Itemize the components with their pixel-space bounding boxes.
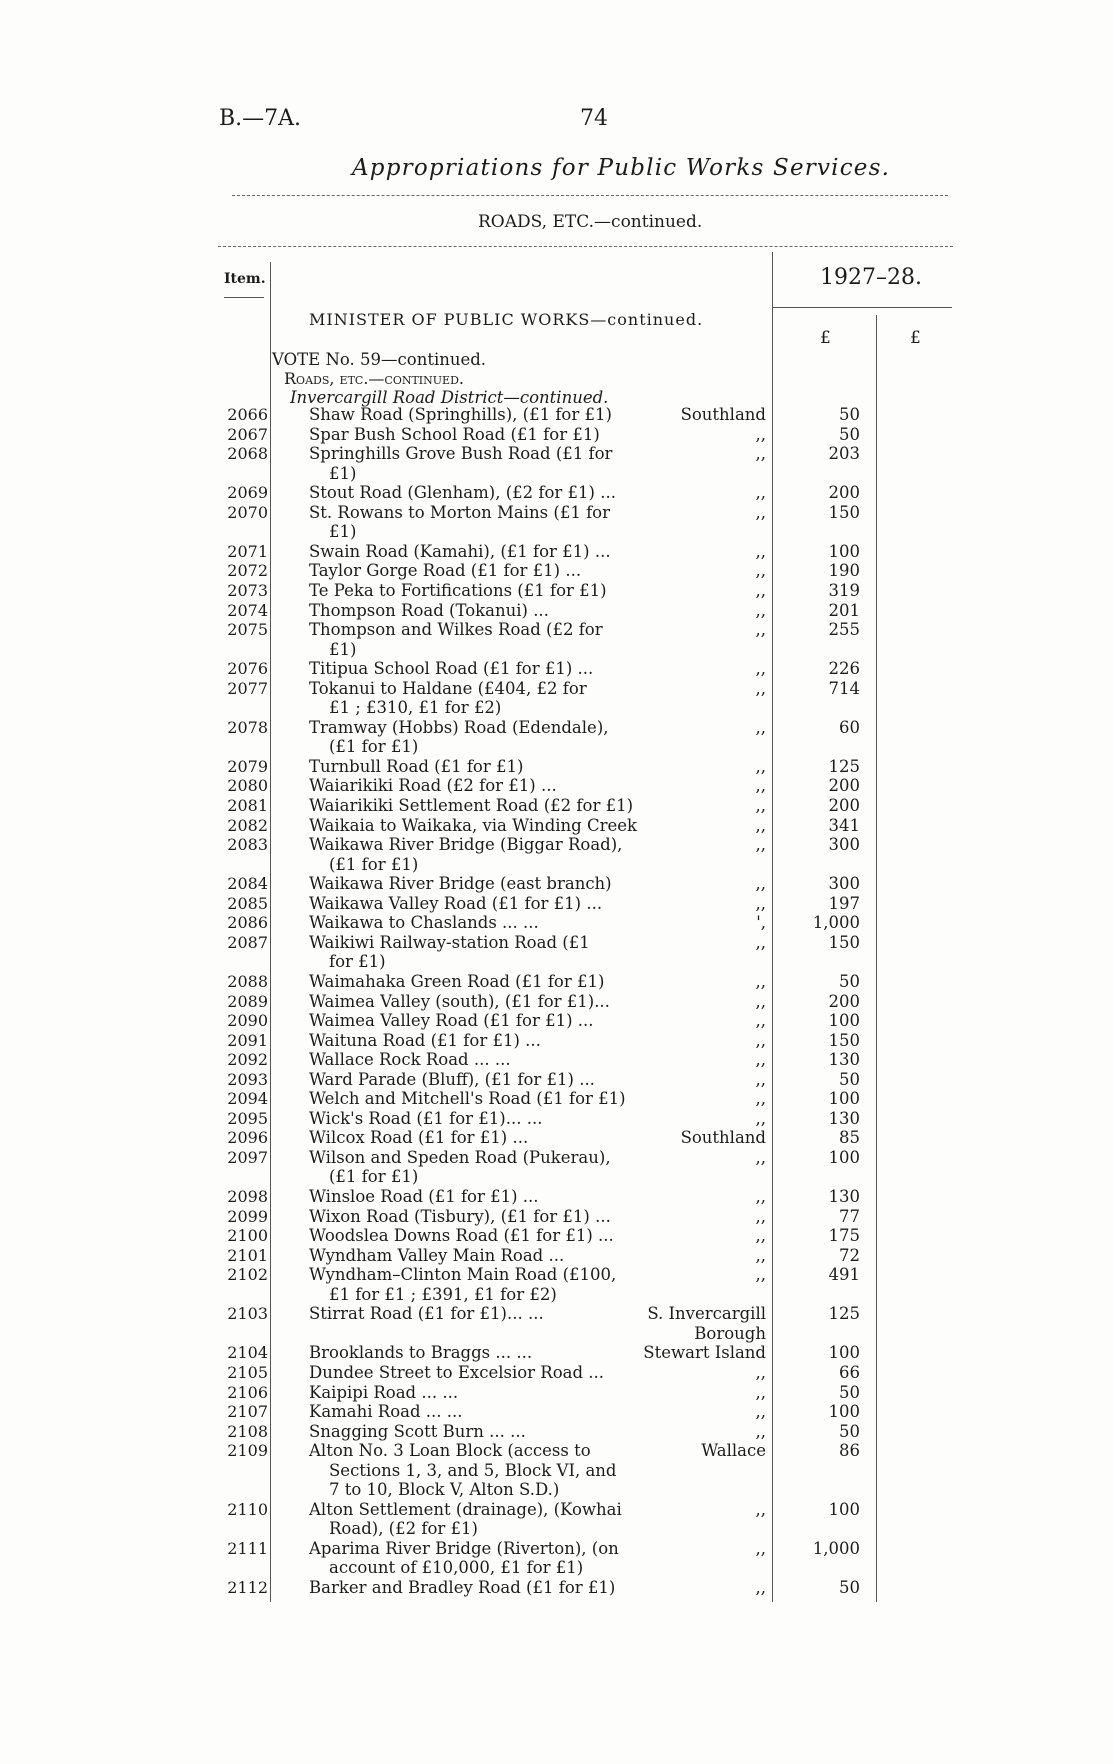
description-line: Winsloe Road (£1 for £1) ... [309, 1187, 539, 1206]
item-number: 2088 [227, 971, 268, 991]
item-number: 2112 [227, 1578, 268, 1597]
amount: 300 [828, 874, 860, 894]
description-line: Waiarikiki Road (£2 for £1) ... [309, 776, 557, 796]
amount: 60 [839, 717, 860, 737]
item-number: 2082 [227, 815, 268, 835]
item-number: 2103 [227, 1304, 268, 1324]
amount: 200 [828, 991, 860, 1011]
description-line: Wyndham–Clinton Main Road (£100, [309, 1265, 617, 1285]
item-number: 2104 [227, 1343, 268, 1363]
item-description [309, 933, 649, 972]
item-description [309, 1578, 649, 1598]
item-number: 2077 [227, 678, 268, 698]
district-name: Wallace [701, 1441, 766, 1461]
item-description [309, 1441, 649, 1500]
description-line: Waiarikiki Settlement Road (£2 for £1) [309, 796, 634, 815]
pound-label-2: £ [910, 328, 921, 348]
item-description [309, 913, 649, 933]
district-name: Southland [680, 1128, 766, 1148]
amount: 150 [828, 502, 860, 522]
amount: 201 [828, 600, 860, 620]
district-name: ,, [755, 1108, 766, 1128]
district-name: ,, [755, 1050, 766, 1070]
description-line: Thompson and Wilkes Road (£2 for [309, 620, 603, 640]
description-line: Brooklands to Braggs ... ... [309, 1343, 533, 1363]
item-number: 2090 [227, 1011, 268, 1031]
item-description [309, 1070, 649, 1090]
description-line: Waikawa River Bridge (east branch) [309, 874, 612, 894]
item-description [309, 1383, 649, 1403]
description-line: account of £10,000, £1 for £1) [329, 1558, 584, 1578]
item-number: 2085 [227, 893, 268, 913]
year-header: 1927–28. [820, 265, 922, 290]
description-line: Waituna Road (£1 for £1) ... [309, 1030, 541, 1050]
amount: 100 [828, 1499, 860, 1519]
table-top-rule [218, 246, 953, 247]
item-description [309, 1402, 649, 1422]
description-line: Alton No. 3 Loan Block (access to [309, 1441, 591, 1461]
item-description [309, 601, 649, 621]
amount: 200 [828, 796, 860, 815]
amount: 714 [828, 678, 860, 698]
title-rule [232, 195, 948, 196]
item-description [309, 1050, 649, 1070]
item-description [309, 1031, 649, 1051]
description-line: St. Rowans to Morton Mains (£1 for [309, 502, 610, 522]
district-name: ,, [755, 561, 766, 581]
description-line: Te Peka to Fortifications (£1 for £1) [309, 580, 607, 600]
amount: 491 [828, 1265, 860, 1285]
item-number: 2087 [227, 932, 268, 952]
item-number: 2110 [227, 1499, 268, 1519]
item-number: 2096 [227, 1128, 268, 1148]
amount: 150 [828, 932, 860, 952]
district-name: ,, [755, 1089, 766, 1109]
item-number: 2097 [227, 1147, 268, 1167]
district-name: ,, [755, 1499, 766, 1519]
amount: 130 [828, 1050, 860, 1070]
district-name: ,, [755, 1206, 766, 1226]
page-number: 74 [580, 106, 608, 131]
district-name: ,, [755, 1069, 766, 1089]
item-number: 2098 [227, 1187, 268, 1206]
district-name: ,, [755, 1226, 766, 1246]
amount: 85 [839, 1128, 860, 1148]
amount: 1,000 [812, 913, 860, 933]
amount: 100 [828, 1089, 860, 1109]
description-line: Waikawa River Bridge (Biggar Road), [309, 835, 623, 855]
amount: 50 [839, 1578, 860, 1597]
item-description [309, 1089, 649, 1109]
pound-label-1: £ [820, 328, 831, 348]
description-line: Wallace Rock Road ... ... [309, 1050, 511, 1070]
item-description [309, 503, 649, 542]
amount: 125 [828, 1304, 860, 1324]
amount: 226 [828, 659, 860, 679]
amount: 130 [828, 1108, 860, 1128]
description-line: Barker and Bradley Road (£1 for £1) [309, 1578, 616, 1597]
item-number: 2069 [227, 483, 268, 503]
item-description [309, 796, 649, 816]
item-number: 2091 [227, 1030, 268, 1050]
amount: 130 [828, 1187, 860, 1206]
item-description [309, 894, 649, 914]
item-number: 2094 [227, 1089, 268, 1109]
amount: 200 [828, 483, 860, 503]
item-description [309, 659, 649, 679]
amount: 100 [828, 1402, 860, 1422]
description-line: Sections 1, 3, and 5, Block VI, and [329, 1460, 617, 1480]
amount-column-divider [772, 252, 773, 1602]
district-name: Stewart Island [643, 1343, 766, 1363]
district-name: ,, [755, 776, 766, 796]
district-name: ,, [755, 991, 766, 1011]
description-line: Kamahi Road ... ... [309, 1402, 463, 1422]
amount: 50 [839, 971, 860, 991]
item-description [309, 1343, 649, 1363]
document-reference: B.—7A. [219, 106, 302, 131]
amount: 100 [828, 541, 860, 561]
item-number: 2102 [227, 1265, 268, 1285]
description-line: Shaw Road (Springhills), (£1 for £1) [309, 405, 612, 424]
item-description [309, 1422, 649, 1442]
district-name: ,, [755, 600, 766, 620]
amount: 50 [839, 1382, 860, 1402]
item-description [309, 816, 649, 836]
description-line: Springhills Grove Bush Road (£1 for [309, 444, 613, 464]
item-number: 2076 [227, 659, 268, 679]
item-description [309, 679, 649, 718]
item-description [309, 1226, 649, 1246]
description-line: Wilson and Speden Road (Pukerau), [309, 1147, 611, 1167]
description-line: Road), (£2 for £1) [329, 1519, 478, 1539]
item-number: 2084 [227, 874, 268, 894]
amount: 50 [839, 424, 860, 444]
item-number: 2083 [227, 835, 268, 855]
district-name: ,, [755, 1187, 766, 1206]
item-description [309, 972, 649, 992]
item-description [309, 835, 649, 874]
description-line: Kaipipi Road ... ... [309, 1382, 459, 1402]
item-description [309, 542, 649, 562]
item-number: 2100 [227, 1226, 268, 1246]
year-header-rule [772, 307, 952, 308]
item-number: 2089 [227, 991, 268, 1011]
district-name: ,, [755, 1402, 766, 1422]
district-name: ,, [755, 424, 766, 444]
item-description [309, 1011, 649, 1031]
amount: 77 [839, 1206, 860, 1226]
item-description [309, 1265, 649, 1304]
item-number: 2075 [227, 620, 268, 640]
amount: 50 [839, 1421, 860, 1441]
district-name: ,, [755, 874, 766, 894]
description-line: Waikawa to Chaslands ... ... [309, 913, 539, 933]
item-number: 2067 [227, 424, 268, 444]
description-line: Welch and Mitchell's Road (£1 for £1) [309, 1089, 626, 1109]
item-number: 2066 [227, 405, 268, 424]
item-number: 2108 [227, 1421, 268, 1441]
district-name: ,, [755, 1265, 766, 1285]
district-name: ,, [755, 1538, 766, 1558]
item-number: 2107 [227, 1402, 268, 1422]
item-number: 2068 [227, 444, 268, 464]
item-number: 2078 [227, 717, 268, 737]
description-line: Waikawa Valley Road (£1 for £1) ... [309, 893, 603, 913]
item-number: 2070 [227, 502, 268, 522]
item-description [309, 1148, 649, 1187]
district-name: ,, [755, 1578, 766, 1597]
district-name: ,, [755, 1382, 766, 1402]
amount: 50 [839, 405, 860, 424]
district-name: ,, [755, 1245, 766, 1265]
item-number: 2101 [227, 1245, 268, 1265]
item-description [309, 425, 649, 445]
amount: 175 [828, 1226, 860, 1246]
amount: 197 [828, 893, 860, 913]
description-line: (£1 for £1) [329, 737, 419, 757]
item-number: 2079 [227, 756, 268, 776]
item-description [309, 757, 649, 777]
item-description [309, 483, 649, 503]
amount: 86 [839, 1441, 860, 1461]
item-number: 2073 [227, 580, 268, 600]
district-name: ,, [755, 678, 766, 698]
item-description [309, 1246, 649, 1266]
vote-heading: VOTE No. 59—continued. [272, 350, 487, 369]
district-name: ,, [755, 541, 766, 561]
item-number: 2111 [227, 1538, 268, 1558]
amount: 100 [828, 1147, 860, 1167]
district-name: Southland [680, 405, 766, 424]
description-line: (£1 for £1) [329, 1167, 419, 1187]
district-name: ,, [755, 815, 766, 835]
amount: 1,000 [812, 1538, 860, 1558]
item-description [309, 405, 649, 425]
amount: 200 [828, 776, 860, 796]
description-line: £1) [329, 463, 357, 483]
description-line: Tokanui to Haldane (£404, £2 for [309, 678, 587, 698]
description-line: Waimea Valley Road (£1 for £1) ... [309, 1011, 594, 1031]
district-name: ', [756, 913, 766, 933]
description-line: Ward Parade (Bluff), (£1 for £1) ... [309, 1069, 595, 1089]
item-column-divider [270, 262, 271, 1602]
description-line: Snagging Scott Burn ... ... [309, 1421, 526, 1441]
item-description [309, 1207, 649, 1227]
district-name: ,, [755, 717, 766, 737]
description-line: Wick's Road (£1 for £1)... ... [309, 1108, 543, 1128]
description-line: £1) [329, 522, 357, 542]
item-description [309, 718, 649, 757]
description-line: Taylor Gorge Road (£1 for £1) ... [309, 561, 582, 581]
item-number: 2105 [227, 1362, 268, 1382]
district-name: ,, [755, 502, 766, 522]
description-line: Spar Bush School Road (£1 for £1) [309, 424, 600, 444]
description-line: Stirrat Road (£1 for £1)... ... [309, 1304, 544, 1324]
description-line: Alton Settlement (drainage), (Kowhai [309, 1499, 622, 1519]
district-name: S. Invercargill Borough [647, 1304, 766, 1343]
district-name: ,, [755, 756, 766, 776]
item-description [309, 1363, 649, 1383]
item-number: 2109 [227, 1441, 268, 1461]
district-name: ,, [755, 580, 766, 600]
amount: 100 [828, 1011, 860, 1031]
description-line: Stout Road (Glenham), (£2 for £1) ... [309, 483, 616, 503]
district-name: ,, [755, 1011, 766, 1031]
district-name: ,, [755, 1030, 766, 1050]
description-line: 7 to 10, Block V, Alton S.D.) [329, 1480, 560, 1500]
item-number: 2072 [227, 561, 268, 581]
total-column-divider [876, 315, 877, 1602]
district-name: ,, [755, 444, 766, 464]
amount: 190 [828, 561, 860, 581]
description-line: Waimahaka Green Road (£1 for £1) [309, 971, 605, 991]
item-description [309, 1128, 649, 1148]
amount: 150 [828, 1030, 860, 1050]
amount: 319 [828, 580, 860, 600]
section-heading: ROADS, ETC.—continued. [478, 212, 703, 232]
item-description [309, 1109, 649, 1129]
item-description [309, 581, 649, 601]
description-line: Thompson Road (Tokanui) ... [309, 600, 549, 620]
item-number: 2071 [227, 541, 268, 561]
item-description [309, 776, 649, 796]
description-line: Wixon Road (Tisbury), (£1 for £1) ... [309, 1206, 611, 1226]
amount: 72 [839, 1245, 860, 1265]
item-number: 2080 [227, 776, 268, 796]
amount: 300 [828, 835, 860, 855]
description-line: Wilcox Road (£1 for £1) ... [309, 1128, 529, 1148]
item-description [309, 620, 649, 659]
item-number: 2086 [227, 913, 268, 933]
minister-heading: MINISTER OF PUBLIC WORKS—continued. [309, 310, 704, 329]
district-name: ,, [755, 659, 766, 679]
roads-heading: Roads, etc.—continued. [284, 369, 464, 388]
item-number: 2106 [227, 1382, 268, 1402]
page-title: Appropriations for Public Works Services. [352, 155, 891, 181]
amount: 341 [828, 815, 860, 835]
description-line: Swain Road (Kamahi), (£1 for £1) ... [309, 541, 611, 561]
amount: 203 [828, 444, 860, 464]
item-description [309, 1500, 649, 1539]
item-description [309, 874, 649, 894]
item-number: 2099 [227, 1206, 268, 1226]
district-name: ,, [755, 893, 766, 913]
description-line: Tramway (Hobbs) Road (Edendale), [309, 717, 609, 737]
district-name: ,, [755, 971, 766, 991]
district-name: ,, [755, 932, 766, 952]
item-description [309, 1304, 649, 1324]
amount: 66 [839, 1362, 860, 1382]
item-header-underline [224, 297, 264, 298]
item-description [309, 992, 649, 1012]
description-line: Wyndham Valley Main Road ... [309, 1245, 565, 1265]
amount: 125 [828, 756, 860, 776]
district-name: ,, [755, 835, 766, 855]
item-number: 2093 [227, 1069, 268, 1089]
item-number: 2074 [227, 600, 268, 620]
item-column-header: Item. [224, 271, 266, 287]
item-description [309, 444, 649, 483]
description-line: Waikiwi Railway-station Road (£1 [309, 932, 590, 952]
item-number: 2081 [227, 796, 268, 815]
district-name: ,, [755, 1421, 766, 1441]
amount: 255 [828, 620, 860, 640]
description-line: £1) [329, 639, 357, 659]
amount: 50 [839, 1069, 860, 1089]
description-line: Waikaia to Waikaka, via Winding Creek [309, 815, 638, 835]
description-line: Waimea Valley (south), (£1 for £1)... [309, 991, 610, 1011]
description-line: for £1) [329, 952, 386, 972]
item-number: 2092 [227, 1050, 268, 1070]
item-description [309, 1187, 649, 1207]
description-line: (£1 for £1) [329, 854, 419, 874]
item-number: 2095 [227, 1108, 268, 1128]
amount: 100 [828, 1343, 860, 1363]
description-line: Turnbull Road (£1 for £1) [309, 756, 524, 776]
description-line: £1 for £1 ; £391, £1 for £2) [329, 1284, 557, 1304]
district-name: ,, [755, 483, 766, 503]
description-line: Titipua School Road (£1 for £1) ... [309, 659, 594, 679]
district-name: ,, [755, 1362, 766, 1382]
description-line: Dundee Street to Excelsior Road ... [309, 1362, 605, 1382]
item-description [309, 561, 649, 581]
district-name: ,, [755, 620, 766, 640]
description-line: £1 ; £310, £1 for £2) [329, 698, 502, 718]
description-line: Woodslea Downs Road (£1 for £1) ... [309, 1226, 614, 1246]
description-line: Aparima River Bridge (Riverton), (on [309, 1538, 619, 1558]
item-description [309, 1539, 649, 1578]
district-name: ,, [755, 1147, 766, 1167]
district-heading: Invercargill Road District—continued. [290, 388, 609, 407]
district-name: ,, [755, 796, 766, 815]
